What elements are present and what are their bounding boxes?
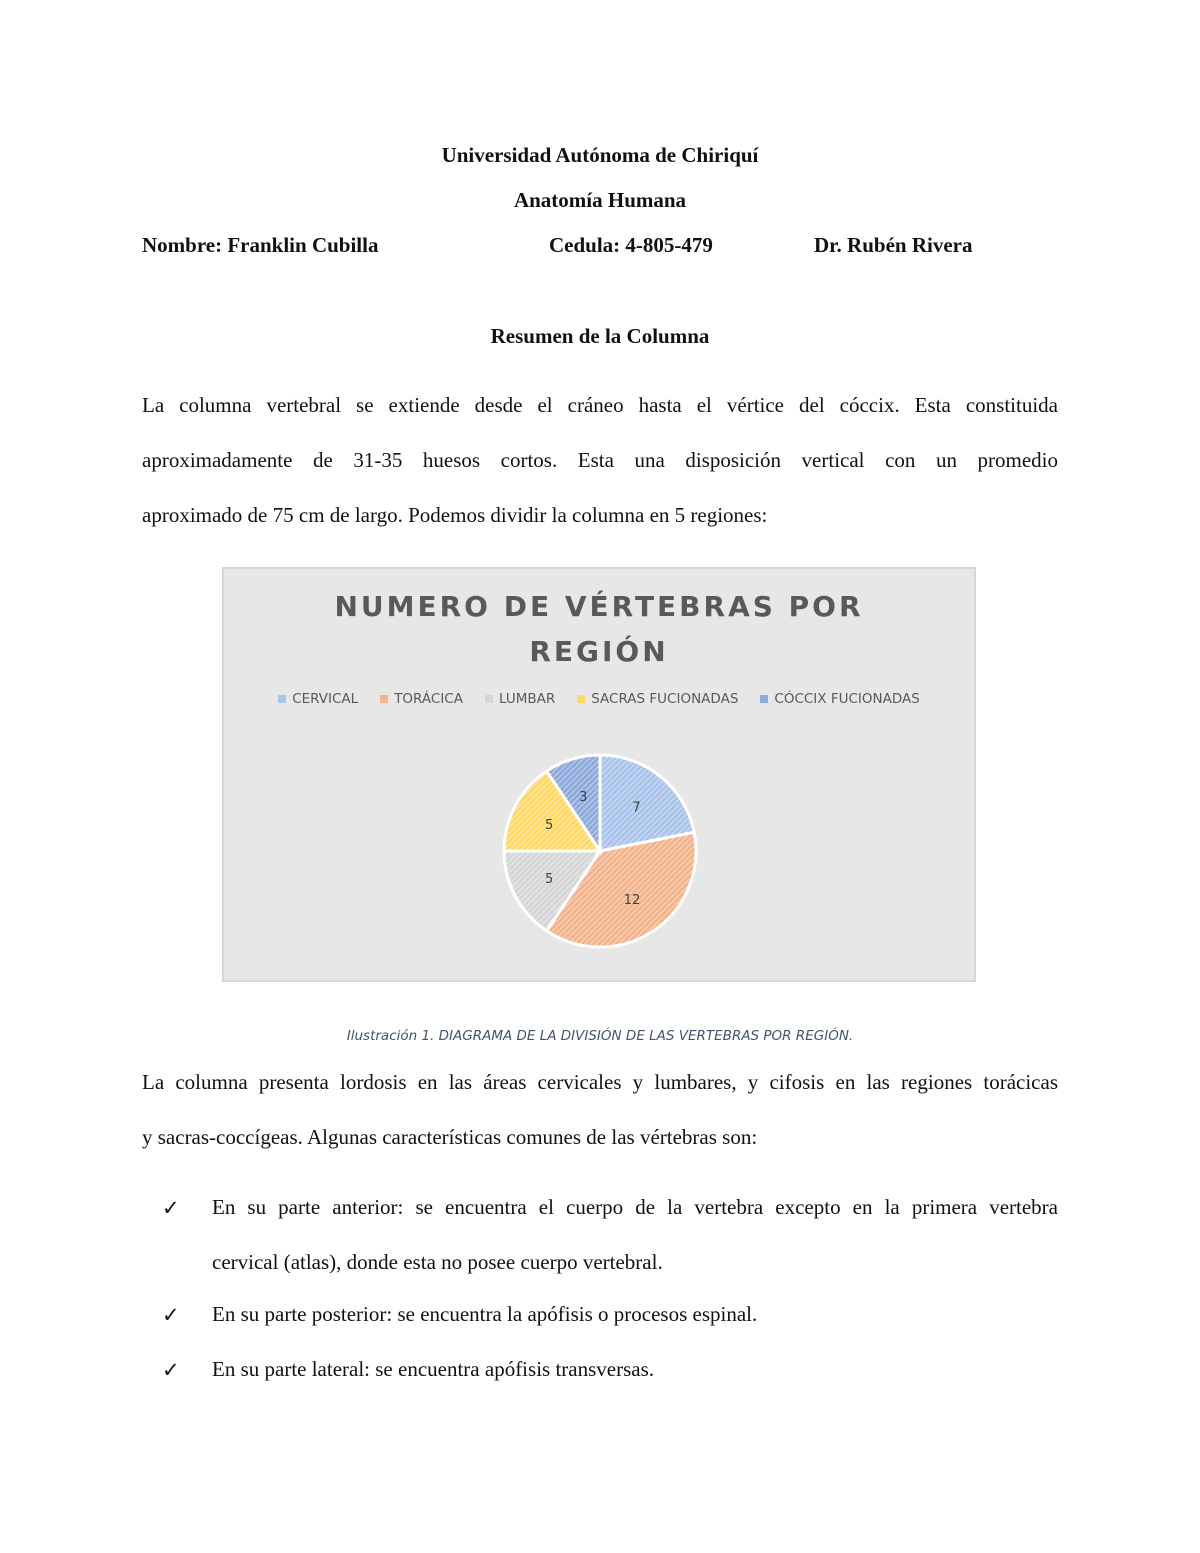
data-label: 7 — [632, 800, 641, 816]
check-icon: ✓ — [162, 1196, 180, 1220]
legend-label: CERVICAL — [292, 691, 359, 707]
intro-line: La columna vertebral se extiende desde el cráneo hasta el vértice del cóccix. Esta constituida — [142, 393, 1058, 417]
bullet-item — [212, 1287, 1058, 1342]
data-label: 3 — [579, 789, 588, 805]
bullet-item — [212, 1180, 1058, 1290]
body-paragraph — [142, 1055, 1058, 1165]
bullet-item — [212, 1342, 1058, 1397]
data-label: 5 — [545, 817, 554, 833]
section-title: Resumen de la Columna — [490, 324, 710, 348]
intro-line: aproximado de 75 cm de largo. Podemos dividir la columna en 5 regiones: — [142, 503, 768, 527]
data-label: 12 — [623, 892, 641, 908]
figure-caption: Ilustración 1. DIAGRAMA DE LA DIVISIÓN DE LAS VERTEBRAS POR REGIÓN. — [346, 1028, 854, 1044]
pie-chart — [222, 567, 976, 982]
student-name: Nombre: Franklin Cubilla — [142, 233, 379, 257]
professor-name: Dr. Rubén Rivera — [814, 233, 973, 257]
bullet-line: En su parte anterior: se encuentra el cuerpo de la vertebra excepto en la primera vertebra — [212, 1195, 1058, 1219]
legend-label: LUMBAR — [498, 691, 556, 707]
student-id: Cedula: 4-805-479 — [549, 233, 713, 257]
body-line: y sacras-coccígeas. Algunas características comunes de las vértebras son: — [142, 1125, 758, 1149]
legend-label: TORÁCICA — [394, 691, 463, 707]
check-icon: ✓ — [162, 1303, 180, 1327]
body-line: La columna presenta lordosis en las áreas cervicales y lumbares, y cifosis en las regiones torácicas — [142, 1070, 1058, 1094]
legend-label: CÓCCIX FUCIONADAS — [774, 691, 920, 707]
pie-plot — [224, 569, 974, 980]
intro-paragraph — [142, 378, 1058, 543]
data-label: 5 — [545, 872, 554, 888]
legend-label: SACRAS FUCIONADAS — [591, 691, 739, 707]
chart-title-continued: REGIÓN — [529, 635, 669, 668]
bullet-line: cervical (atlas), donde esta no posee cuerpo vertebral. — [212, 1250, 663, 1274]
bullet-line: En su parte lateral: se encuentra apófisis transversas. — [212, 1357, 654, 1381]
chart-title: NUMERO DE VÉRTEBRAS POR — [334, 590, 864, 623]
university-title: Universidad Autónoma de Chiriquí — [441, 143, 759, 167]
check-icon: ✓ — [162, 1358, 180, 1382]
course-title: Anatomía Humana — [513, 188, 687, 212]
bullet-line: En su parte posterior: se encuentra la apófisis o procesos espinal. — [212, 1302, 758, 1326]
intro-line: aproximadamente de 31-35 huesos cortos. Esta una disposición vertical con un promedio — [142, 448, 1058, 472]
